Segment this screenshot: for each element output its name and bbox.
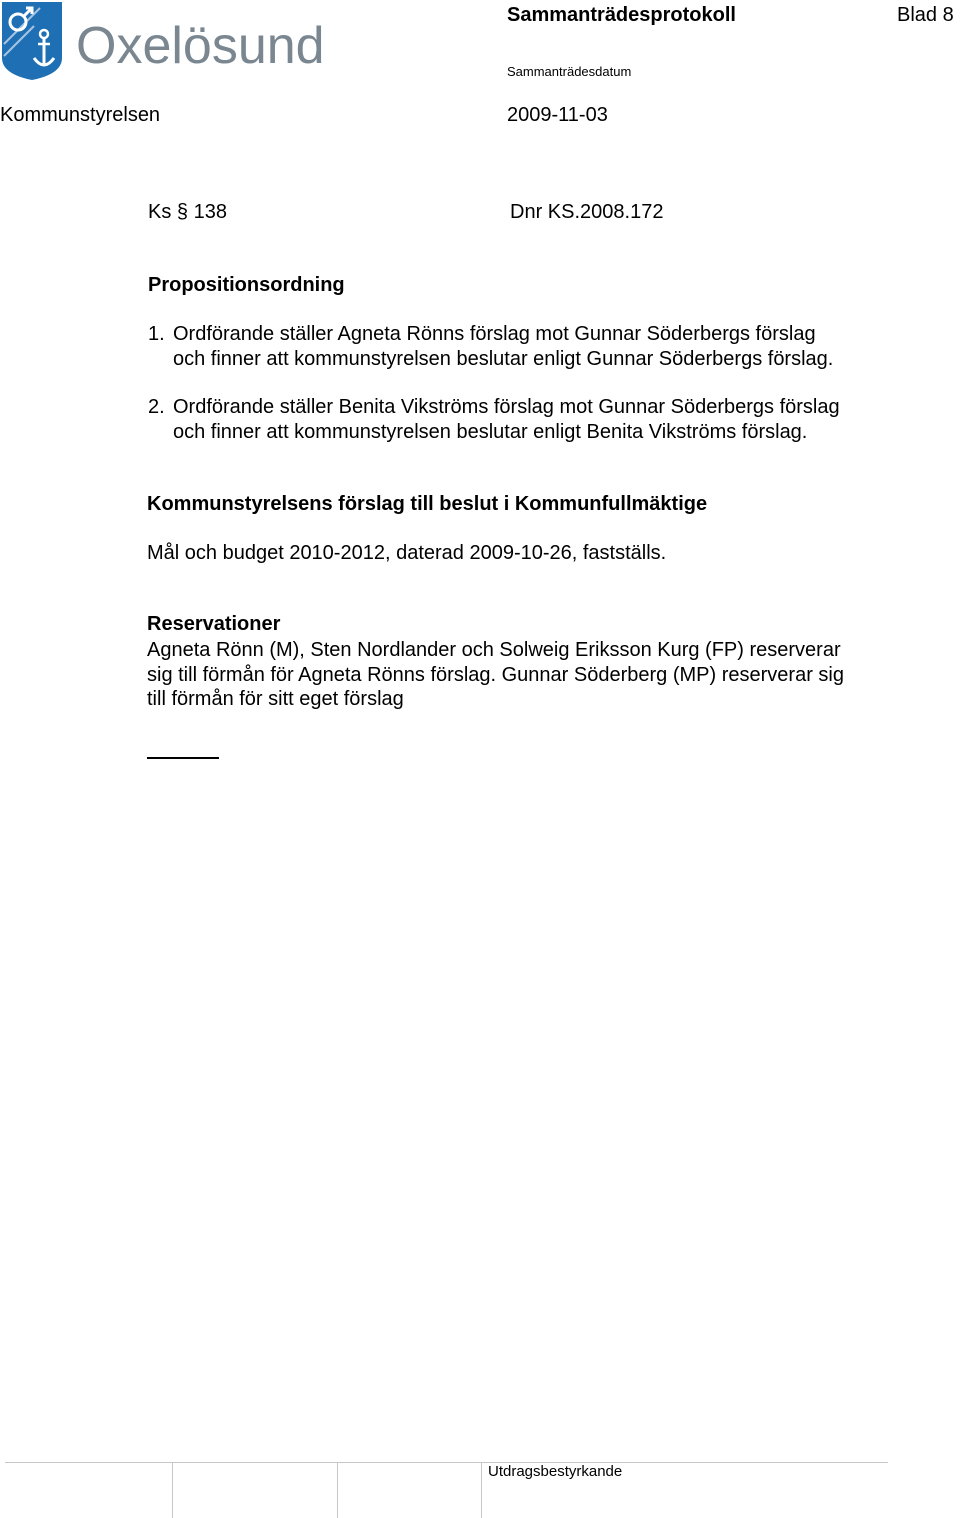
signature-box-separator (337, 1463, 338, 1518)
municipality-logo (0, 0, 345, 82)
registration-number: Dnr KS.2008.172 (510, 201, 664, 223)
document-type-title: Sammanträdesprotokoll (507, 4, 736, 26)
logo-wordmark: Oxelösund (76, 17, 325, 75)
signature-box-separator (481, 1463, 482, 1518)
meeting-date-label: Sammanträdesdatum (507, 64, 632, 79)
proposition-number: 1. (148, 323, 165, 345)
proposition-item (148, 395, 928, 444)
reservations-line: Agneta Rönn (M), Sten Nordlander och Solweig Eriksson Kurg (FP) reserverar (147, 639, 841, 661)
proposition-line: Ordförande ställer Agneta Rönns förslag mot Gunnar Söderbergs förslag (173, 323, 816, 345)
case-number: 138 (193, 201, 227, 223)
proposition-line: och finner att kommunstyrelsen beslutar enligt Benita Vikströms förslag. (173, 420, 808, 443)
proposition-number: 2. (148, 396, 165, 418)
footer-divider (5, 1462, 888, 1463)
case-paragraph-number (148, 201, 227, 224)
committee-name: Kommunstyrelsen (0, 104, 161, 126)
propositions-heading: Propositionsordning (148, 274, 345, 296)
sheet-number: Blad 8 (897, 4, 954, 26)
proposal-heading: Kommunstyrelsens förslag till beslut i Kommunfullmäktige (147, 493, 708, 515)
end-rule (147, 757, 219, 759)
case-prefix: Ks (148, 201, 172, 223)
reservations-heading: Reservationer (147, 613, 281, 635)
proposal-text: Mål och budget 2010-2012, daterad 2009-10-26, fastställs. (147, 542, 667, 564)
reservations-line: till förmån för sitt eget förslag (147, 688, 404, 710)
proposition-item (148, 322, 928, 371)
extract-certification-label: Utdragsbestyrkande (488, 1463, 623, 1480)
proposition-line: Ordförande ställer Benita Vikströms förslag mot Gunnar Söderbergs förslag (173, 396, 840, 418)
reservations-text (147, 638, 844, 712)
section-sign: § (176, 201, 189, 223)
meeting-date-value: 2009-11-03 (507, 104, 608, 126)
reservations-line: sig till förmån för Agneta Rönns förslag. Gunnar Söderberg (MP) reserverar sig (147, 663, 844, 686)
signature-box-separator (172, 1463, 173, 1518)
proposition-line: och finner att kommunstyrelsen beslutar enligt Gunnar Söderbergs förslag. (173, 347, 834, 370)
